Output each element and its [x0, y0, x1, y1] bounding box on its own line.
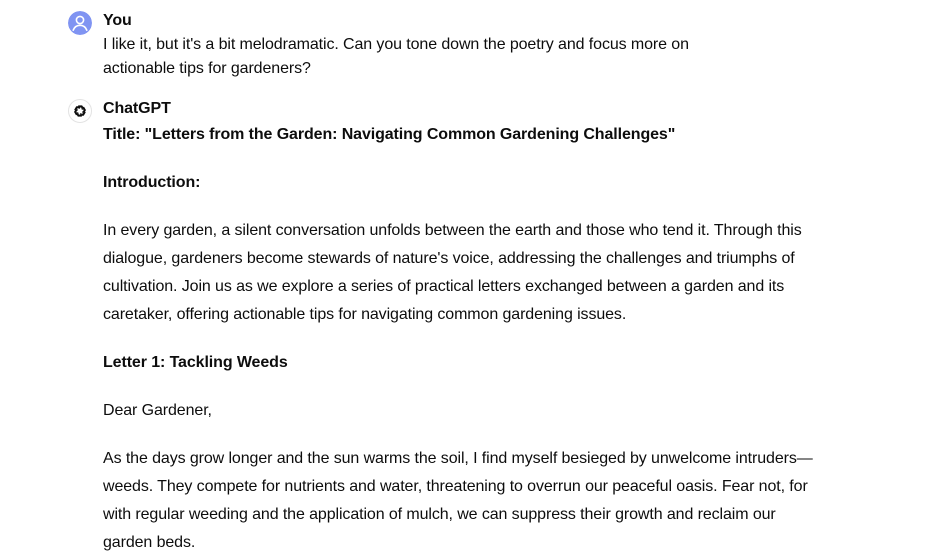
openai-logo-icon: [69, 100, 91, 122]
user-message-text: I like it, but it's a bit melodramatic. Can you tone down the poetry and focus more on actionable tips for gardeners?: [103, 36, 689, 77]
intro-heading: Introduction:: [103, 174, 201, 191]
user-author-name: You: [103, 12, 132, 29]
user-icon: [68, 11, 92, 35]
user-message: [0, 0, 930, 90]
assistant-avatar: [68, 99, 92, 123]
user-avatar: [68, 11, 92, 35]
assistant-message: [0, 90, 930, 558]
assistant-message-body: [103, 121, 823, 557]
letter1-paragraph: As the days grow longer and the sun warms the soil, I find myself besieged by unwelcome intruders—weeds. They compete for nutrients and water, threatening to overrun our peaceful oasis. Fear not, for with regular weeding and the application of mulch, we can suppress their growth and reclaim our garden beds.: [103, 450, 813, 551]
intro-paragraph: In every garden, a silent conversation unfolds between the earth and those who tend it. Through this dialogue, gardeners become stewards of nature's voice, addressing the challenges and triumphs of cultivation. Join us as we explore a series of practical letters exchanged between a garden and its caretaker, offering actionable tips for navigating common gardening issues.: [103, 222, 802, 323]
letter1-heading: Letter 1: Tackling Weeds: [103, 354, 288, 371]
response-title: Title: "Letters from the Garden: Navigating Common Gardening Challenges": [103, 126, 676, 143]
letter1-salutation: Dear Gardener,: [103, 402, 212, 419]
assistant-author-name: ChatGPT: [103, 100, 171, 117]
